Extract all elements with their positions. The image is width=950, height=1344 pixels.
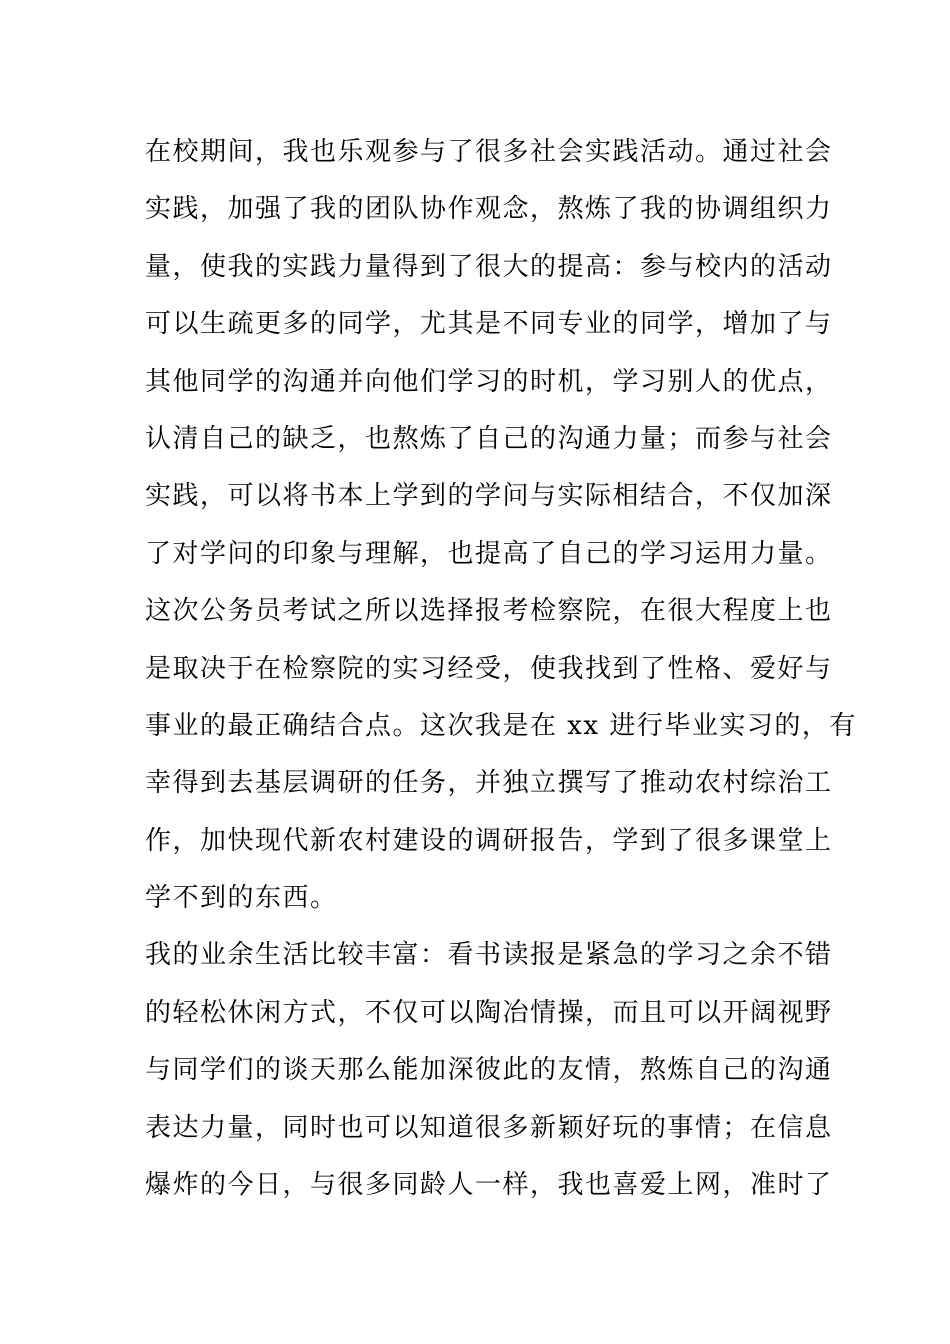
text-line: 是取决于在检察院的实习经受，使我找到了性格、爱好与 — [145, 653, 833, 684]
text-line: 在校期间，我也乐观参与了很多社会实践活动。通过社会 — [145, 137, 833, 167]
text-line: 认清自己的缺乏，也熬炼了自己的沟通力量；而参与社会 — [145, 423, 833, 454]
text-line: 的轻松休闲方式，不仅可以陶冶情操，而且可以开阔视野 — [145, 997, 833, 1028]
text-line: 量，使我的实践力量得到了很大的提高：参与校内的活动 — [145, 251, 833, 282]
text-line: 实践，加强了我的团队协作观念，熬炼了我的协调组织力 — [145, 194, 833, 225]
text-line: 其他同学的沟通并向他们学习的时机，学习别人的优点， — [145, 366, 833, 397]
document-body — [145, 130, 857, 1220]
text-line: 这次公务员考试之所以选择报考检察院，在很大程度上也 — [145, 596, 833, 627]
text-line: 幸得到去基层调研的任务，并独立撰写了推动农村综治工 — [145, 768, 833, 799]
text-line: 表达力量，同时也可以知道很多新颖好玩的事情；在信息 — [145, 1112, 833, 1143]
text-line: 爆炸的今日，与很多同龄人一样，我也喜爱上网，准时了 — [145, 1170, 833, 1201]
text-line: 作，加快现代新农村建设的调研报告，学到了很多课堂上 — [145, 825, 833, 856]
text-line: 我的业余生活比较丰富：看书读报是紧急的学习之余不错 — [145, 940, 833, 971]
text-line: 可以生疏更多的同学，尤其是不同专业的同学，增加了与 — [145, 309, 833, 340]
text-line: 事业的最正确结合点。这次我是在 xx 进行毕业实习的，有 — [145, 710, 857, 741]
text-line: 学不到的东西。 — [145, 883, 338, 914]
text-line: 实践，可以将书本上学到的学问与实际相结合，不仅加深 — [145, 481, 833, 512]
text-line: 了对学问的印象与理解，也提高了自己的学习运用力量。 — [145, 538, 833, 569]
text-line: 与同学们的谈天那么能加深彼此的友情，熬炼自己的沟通 — [145, 1055, 833, 1086]
